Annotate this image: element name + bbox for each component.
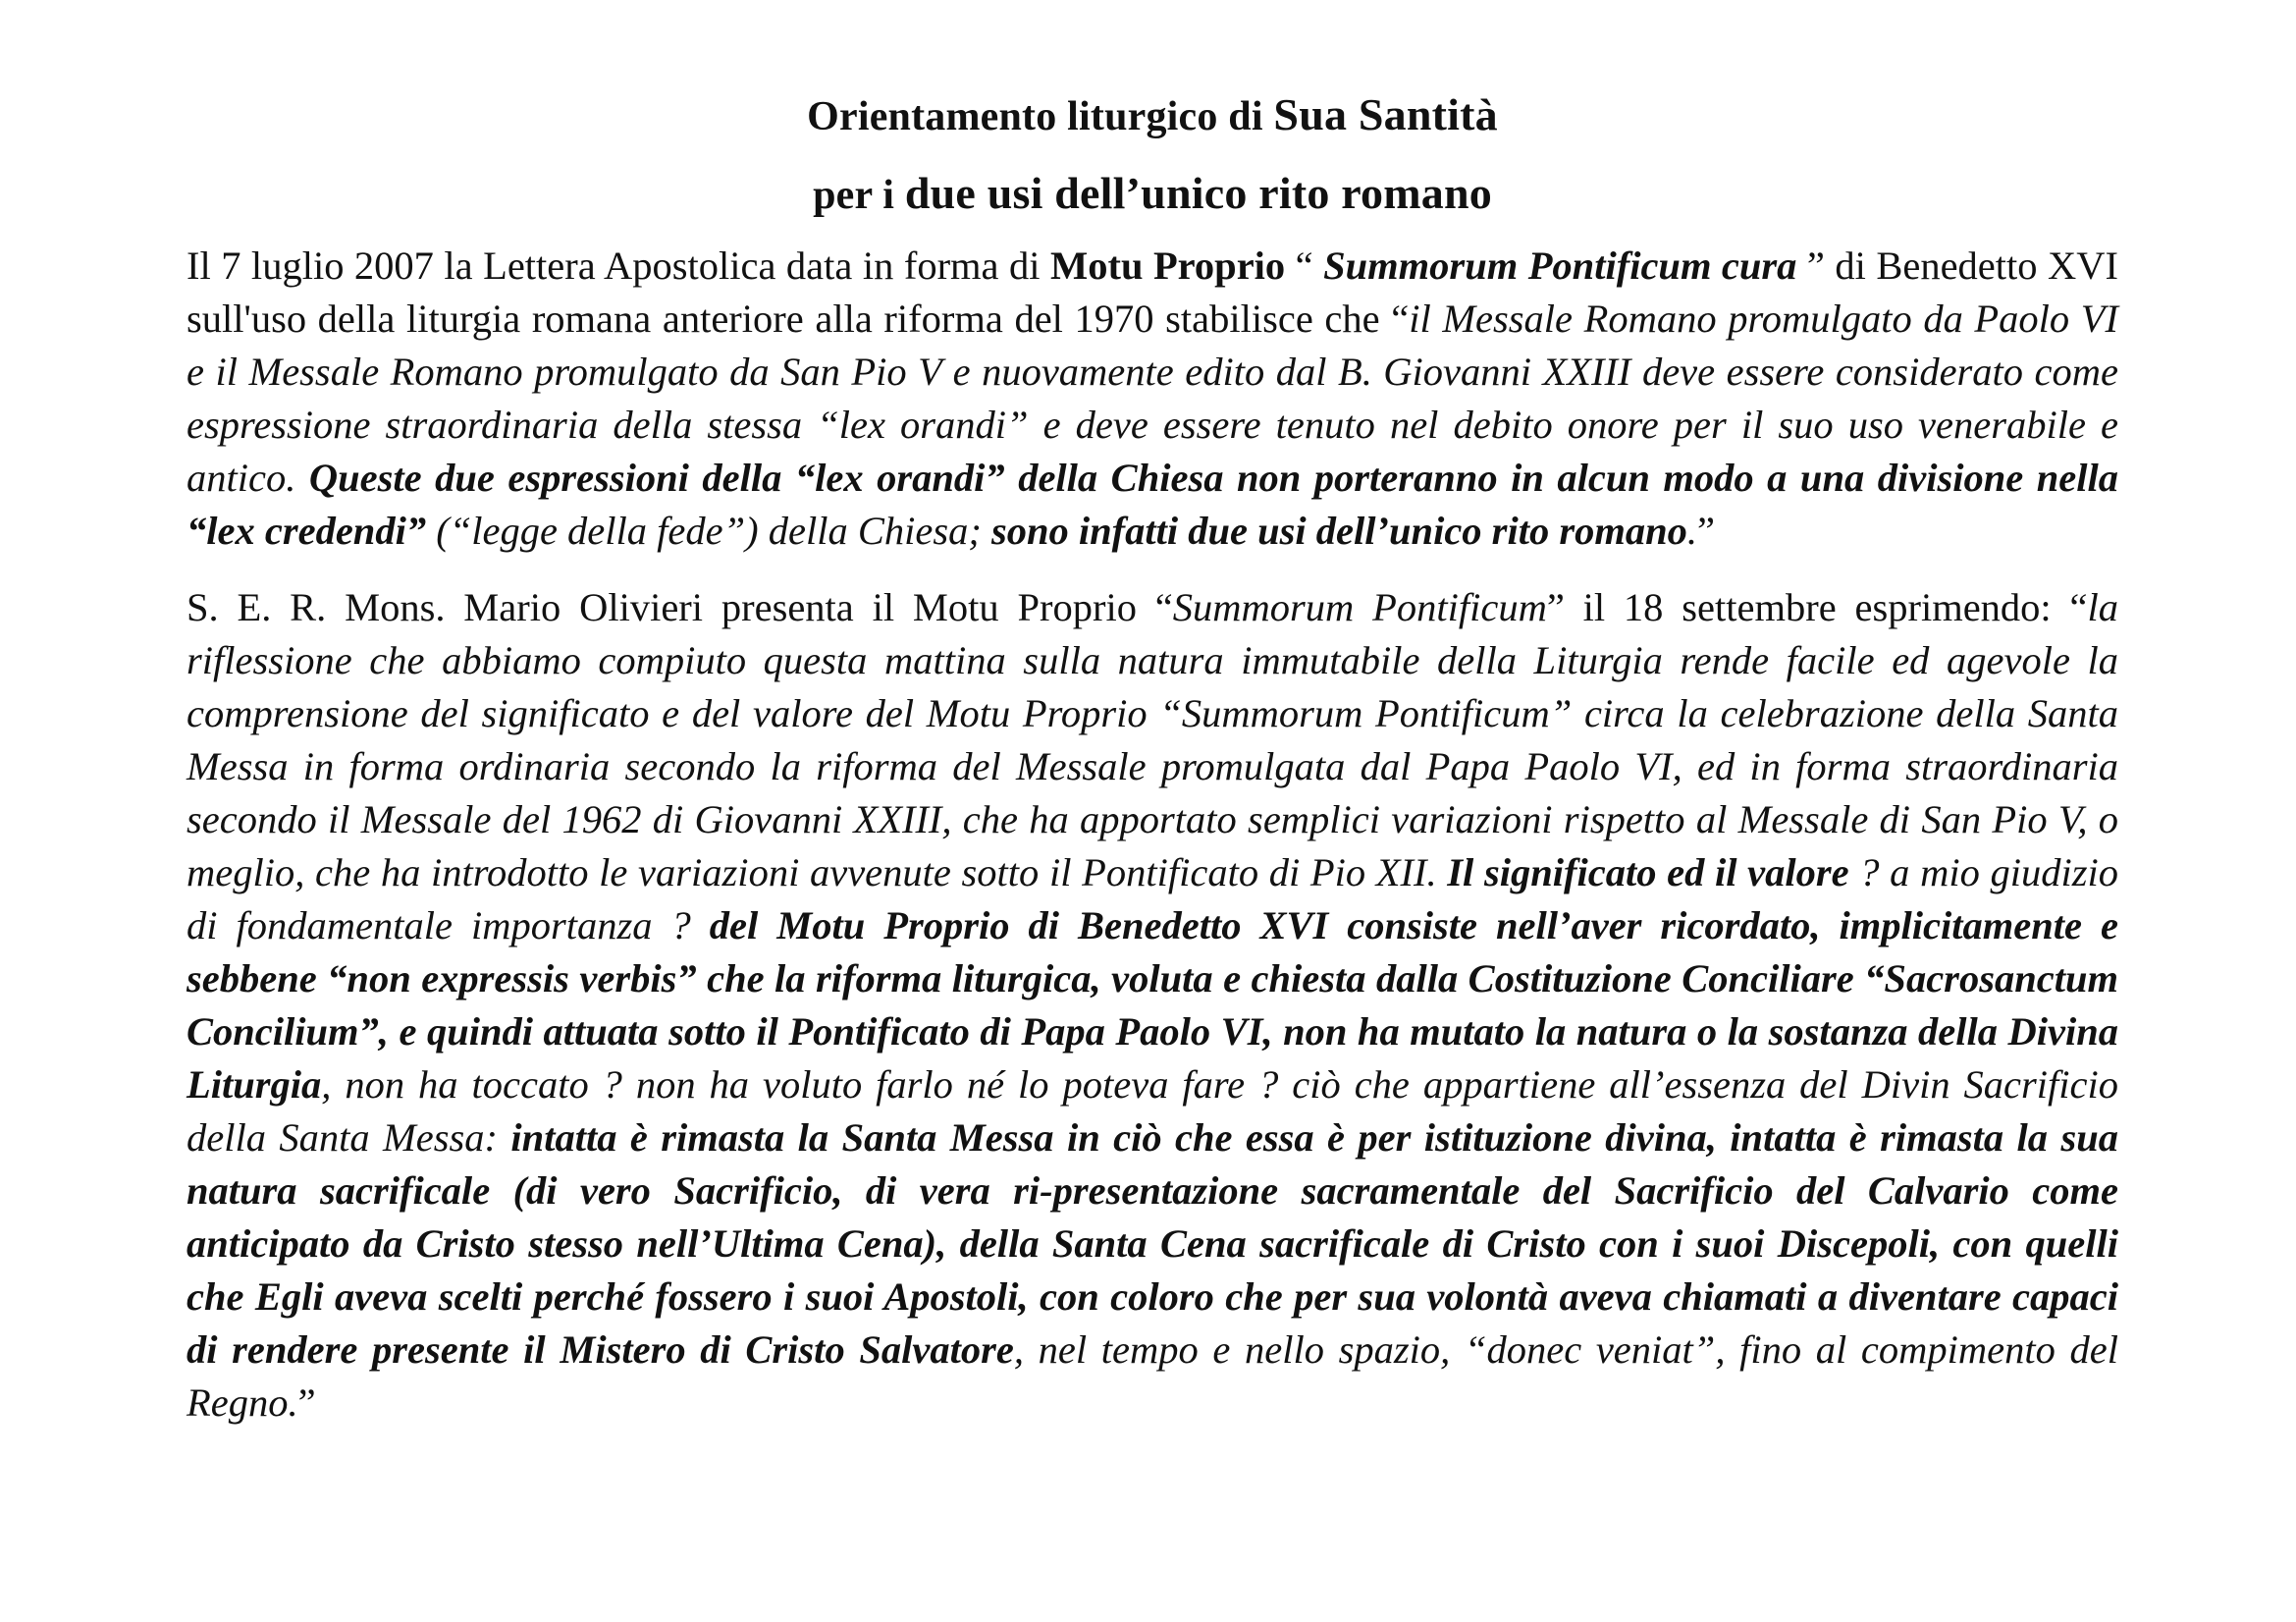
title-line-2-emphasis: due usi dell’unico rito romano — [904, 168, 1492, 218]
paragraph-motu-proprio — [187, 240, 2118, 558]
title-line-1 — [187, 86, 2118, 145]
paragraph-2-segment: la riflessione che abbiamo compiuto questa mattina sulla natura immutabile della Liturgia rende facile ed agevole la comprensione del significato e del valore del Motu Proprio “Summorum Pontificum” circa la celebrazione della Santa Messa in forma ordinaria secondo la riforma del Messale promulgata dal Papa Paolo VI, ed in forma straordinaria secondo il Messale del 1962 di Giovanni XXIII, che ha apportato semplici variazioni rispetto al Messale di San Pio V, o meglio, che ha introdotto le variazioni avvenute sotto il Pontificato di Pio XII. — [187, 585, 2118, 894]
title-line-1-emphasis: Sua Santità — [1273, 89, 1498, 139]
paragraph-1-segment: ” — [1696, 509, 1715, 553]
paragraph-1-segment: . — [1686, 509, 1697, 553]
paragraph-2-segment: intatta è rimasta la Santa Messa in ciò che essa è per istituzione divina, intatta è rimasta la sua natura sacrificale (di vero Sacrificio, di vera ri-presentazione sacramentale del Sacrificio del Calvario come anticipato da Cristo stesso nell’Ultima Cena), della Santa Cena sacrificale di Cristo con i suoi Discepoli, con quelli che Egli aveva scelti perché fossero i suoi Apostoli, con coloro che per sua volontà aveva chiamati a diventare capaci di rendere presente il Mistero di Cristo Salvatore — [187, 1115, 2118, 1372]
paragraph-1-segment: Summorum Pontificum cura — [1323, 243, 1797, 288]
paragraph-2-segment: ” — [297, 1380, 316, 1425]
paragraph-2-segment: del Motu Proprio di Benedetto XVI consiste nell’aver ricordato, implicitamente e sebbene “non expressis verbis” che la riforma liturgica, voluta e chiesta dalla Costituzione Conciliare “Sacrosanctum Concilium”, e quindi attuata sotto il Pontificato di Papa Paolo VI, non ha mutato la natura o la sostanza della Divina Liturgia — [187, 903, 2118, 1107]
paragraph-1-segment: Motu Proprio — [1049, 243, 1286, 288]
paragraph-2-segment: Summorum Pontificum — [1172, 585, 1547, 629]
paragraph-1-segment: il Messale Romano promulgato da Paolo VI e il Messale Romano promulgato da San Pio V e nuovamente edito dal B. Giovanni XXIII deve essere considerato come espressione straordinaria della stessa “lex orandi” e deve essere tenuto nel debito onore per il suo uso venerabile e antico. — [187, 297, 2118, 500]
paragraph-1-segment: ” di Benedetto XVI sull'uso della liturgia romana anteriore alla riforma del 1970 stabilisce che “ — [187, 243, 2118, 341]
paragraph-2-segment: S. E. R. Mons. Mario Olivieri presenta il Motu Proprio “ — [187, 585, 1173, 629]
title-line-2 — [187, 165, 2118, 224]
paragraph-1-segment: Queste due espressioni della “lex orandi” della Chiesa non porteranno in alcun modo a una divisione nella “lex credendi” — [187, 456, 2118, 553]
paragraph-2-segment: ? a mio giudizio di fondamentale importanza ? — [187, 850, 2118, 947]
paragraph-2-segment: , non ha toccato ? non ha voluto farlo né lo poteva fare ? ciò che appartiene all’essenza del Divin Sacrificio della Santa Messa: — [187, 1062, 2118, 1160]
paragraph-olivieri — [187, 581, 2118, 1430]
paragraph-1-segment: (“legge della fede”) della Chiesa; — [426, 509, 991, 553]
paragraph-2-segment: ” il 18 settembre esprimendo: “ — [1546, 585, 2088, 629]
title-line-2-prefix: per i — [813, 173, 905, 218]
title-line-1-prefix: Orientamento liturgico di — [807, 94, 1274, 139]
document-page — [187, 86, 2118, 1430]
paragraph-1-segment: “ — [1285, 243, 1324, 288]
paragraph-2-segment: Il significato ed il valore — [1447, 850, 1849, 894]
paragraph-2-segment: , nel tempo e nello spazio, “donec veniat”, fino al compimento del Regno. — [187, 1327, 2118, 1425]
paragraph-1-segment: sono infatti due usi dell’unico rito romano — [990, 509, 1687, 553]
paragraph-1-segment: Il 7 luglio 2007 la Lettera Apostolica data in forma di — [187, 243, 1050, 288]
